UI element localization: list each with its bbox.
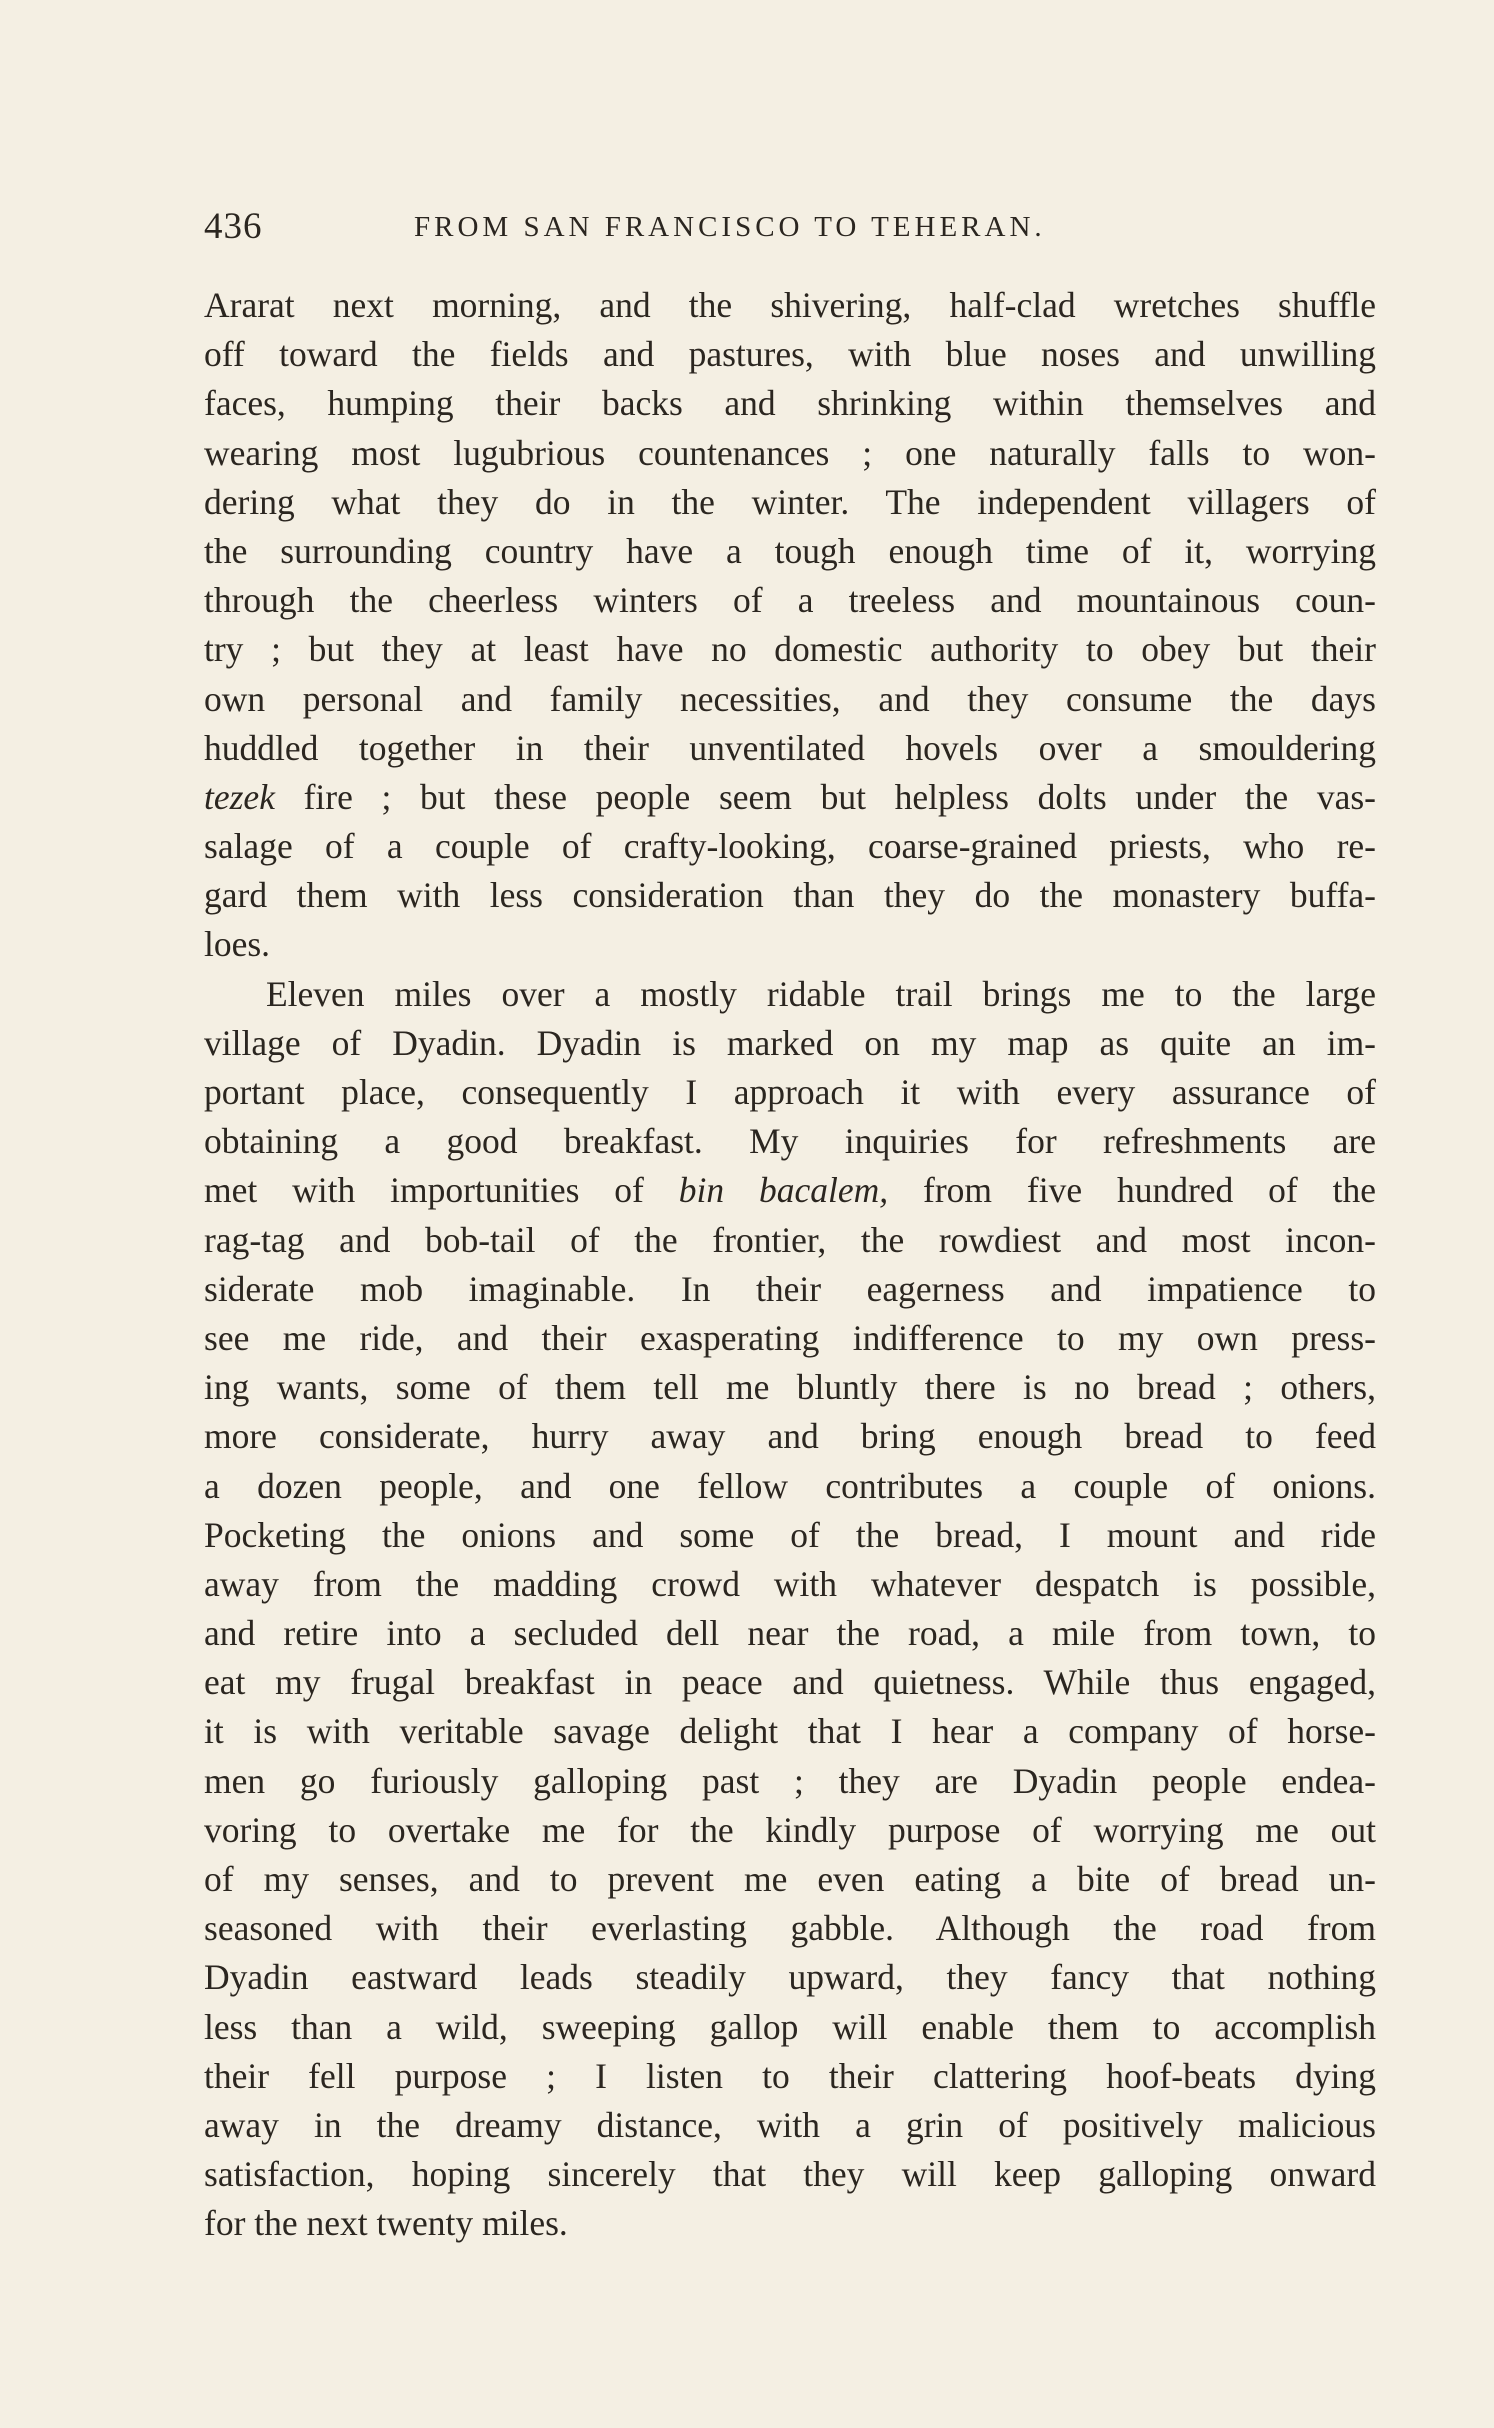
text-line: own personal and family necessities, and they consume the days [204, 678, 1376, 719]
text-line: Ararat next morning, and the shivering, half-clad wretches shuffle [204, 285, 1376, 325]
text-line: Pocketing the onions and some of the bread, I mount and ride [204, 1514, 1376, 1555]
text-line: men go furiously galloping past ; they are Dyadin people endea- [204, 1760, 1376, 1801]
text-line: less than a wild, sweeping gallop will enable them to accomplish [204, 2006, 1376, 2047]
text-line: try ; but they at least have no domestic authority to obey but their [204, 629, 1376, 670]
italic-phrase-bin-bacalem: bin bacalem, [678, 1170, 889, 1211]
text-line: voring to overtake me for the kindly purpose of worrying me out [204, 1809, 1376, 1850]
text-line: obtaining a good breakfast. My inquiries for refreshments are [204, 1121, 1376, 1162]
text-line [204, 1166, 1376, 1215]
text-line: seasoned with their everlasting gabble. Although the road from [204, 1908, 1376, 1949]
body-text [204, 281, 1376, 2249]
italic-word-tezek: tezek [204, 776, 275, 817]
text-line [204, 773, 1376, 822]
text-line: portant place, consequently I approach it with every assurance of [204, 1072, 1376, 1112]
text-line: ing wants, some of them tell me bluntly there is no bread ; others, [204, 1367, 1376, 1408]
text-line: loes. [204, 924, 271, 965]
text-line: the surrounding country have a tough enough time of it, worrying [204, 530, 1376, 571]
text-line: salage of a couple of crafty-looking, coarse-grained priests, who re- [204, 826, 1376, 867]
text-line: rag-tag and bob-tail of the frontier, the rowdiest and most incon- [204, 1219, 1376, 1260]
text-line: off toward the fields and pastures, with blue noses and unwilling [204, 334, 1376, 375]
text-line: a dozen people, and one fellow contributes a couple of onions. [204, 1465, 1376, 1506]
text-line: and retire into a secluded dell near the road, a mile from town, to [204, 1613, 1376, 1654]
text-line: gard them with less consideration than they do the monastery buffa- [204, 875, 1376, 916]
page-number: 436 [204, 206, 263, 247]
text-line: village of Dyadin. Dyadin is marked on my map as quite an im- [204, 1022, 1376, 1063]
text-line: huddled together in their unventilated hovels over a smouldering [204, 727, 1376, 768]
text-line: satisfaction, hoping sincerely that they will keep galloping onward [204, 2154, 1376, 2195]
text-line: of my senses, and to prevent me even eating a bite of bread un- [204, 1859, 1376, 1899]
text-line: it is with veritable savage delight that I hear a company of horse- [204, 1711, 1376, 1752]
text-line: eat my frugal breakfast in peace and quietness. While thus engaged, [204, 1662, 1376, 1703]
text-line: wearing most lugubrious countenances ; one naturally falls to won- [204, 432, 1376, 473]
running-title: FROM SAN FRANCISCO TO TEHERAN. [414, 211, 1046, 243]
text-line: away from the madding crowd with whatever despatch is possible, [204, 1563, 1376, 1604]
text-segment: from five hundred of the [888, 1170, 1376, 1211]
running-head [204, 205, 1379, 255]
text-line: for the next twenty miles. [204, 2203, 568, 2244]
text-line: see me ride, and their exasperating indifference to my own press- [204, 1317, 1376, 1358]
text-line: through the cheerless winters of a treeless and mountainous coun- [204, 580, 1376, 621]
text-line: siderate mob imaginable. In their eagerness and impatience to [204, 1268, 1376, 1309]
text-line: faces, humping their backs and shrinking within themselves and [204, 383, 1376, 424]
text-segment: met with importunities of [204, 1170, 679, 1211]
text-line: away in the dreamy distance, with a grin of positively malicious [204, 2104, 1376, 2145]
text-segment: fire ; but these people seem but helpless dolts under the vas- [274, 776, 1376, 817]
text-line: more considerate, hurry away and bring enough bread to feed [204, 1416, 1376, 1457]
paragraph-start-line: Eleven miles over a mostly ridable trail brings me to the large [266, 973, 1376, 1014]
text-line: Dyadin eastward leads steadily upward, they fancy that nothing [204, 1957, 1376, 1998]
text-line: their fell purpose ; I listen to their clattering hoof-beats dying [204, 2055, 1376, 2096]
text-line: dering what they do in the winter. The independent villagers of [204, 481, 1376, 522]
